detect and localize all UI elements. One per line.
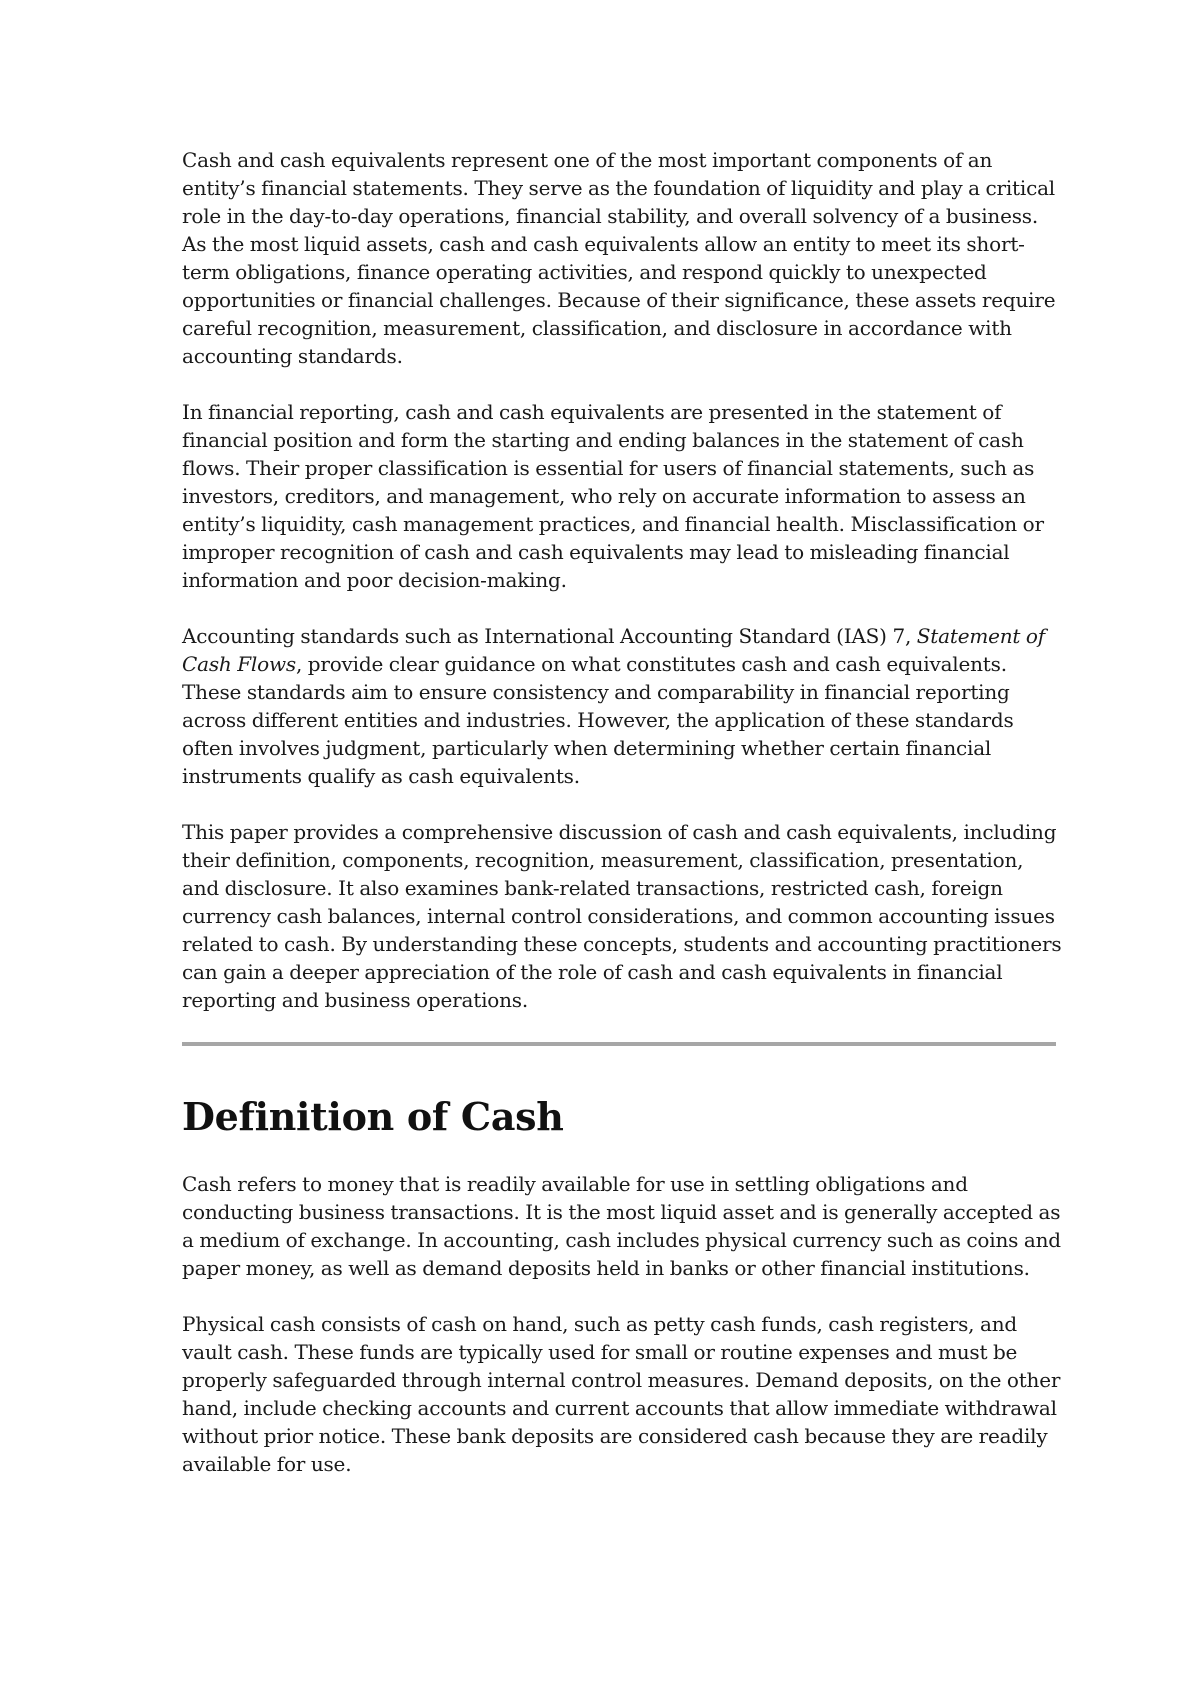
definition-paragraph-2: Physical cash consists of cash on hand, such as petty cash funds, cash registers, and vault cash. These funds are typically used for small or routine expenses and must be properly safeguarded through internal control measures. Demand deposits, on the other hand, include checking accounts and current accounts that allow immediate withdrawal without prior notice. These bank deposits are considered cash because they are readily available for use. <box>182 1312 1061 1476</box>
intro-paragraph-3 <box>182 622 1062 790</box>
intro-paragraph-3-rest: , provide clear guidance on what constitutes cash and cash equivalents. These standards aim to ensure consistency and comparability in financial reporting across different entities and industries. However, the application of these standards often involves judgment, particularly when determining whether certain financial instruments qualify as cash equivalents. <box>182 652 1014 788</box>
intro-paragraph-3-lead: Accounting standards such as International Accounting Standard (IAS) 7, <box>182 624 917 648</box>
section-divider <box>182 1042 1056 1046</box>
intro-paragraph-1: Cash and cash equivalents represent one of the most important components of an entity’s financial statements. They serve as the foundation of liquidity and play a critical role in the day-to-day operations, financial stability, and overall solvency of a business. As the most liquid assets, cash and cash equivalents allow an entity to meet its short-term obligations, finance operating activities, and respond quickly to unexpected opportunities or financial challenges. Because of their significance, these assets require careful recognition, measurement, classification, and disclosure in accordance with accounting standards. <box>182 148 1056 368</box>
intro-paragraph-4: This paper provides a comprehensive discussion of cash and cash equivalents, including their definition, components, recognition, measurement, classification, presentation, and disclosure. It also examines bank-related transactions, restricted cash, foreign currency cash balances, internal control considerations, and common accounting issues related to cash. By understanding these concepts, students and accounting practitioners can gain a deeper appreciation of the role of cash and cash equivalents in financial reporting and business operations. <box>182 820 1062 1012</box>
intro-paragraph-2: In financial reporting, cash and cash equivalents are presented in the statement of financial position and form the starting and ending balances in the statement of cash flows. Their proper classification is essential for users of financial statements, such as investors, creditors, and management, who rely on accurate information to assess an entity’s liquidity, cash management practices, and financial health. Misclassification or improper recognition of cash and cash equivalents may lead to misleading financial information and poor decision-making. <box>182 400 1044 592</box>
document-body <box>182 146 1062 1506</box>
definition-paragraph-1: Cash refers to money that is readily available for use in settling obligations and conducting business transactions. It is the most liquid asset and is generally accepted as a medium of exchange. In accounting, cash includes physical currency such as coins and paper money, as well as demand deposits held in banks or other financial institutions. <box>182 1172 1061 1280</box>
standard-title: Statement of Cash Flows <box>182 624 1045 676</box>
section-heading: Definition of Cash <box>182 1094 564 1139</box>
